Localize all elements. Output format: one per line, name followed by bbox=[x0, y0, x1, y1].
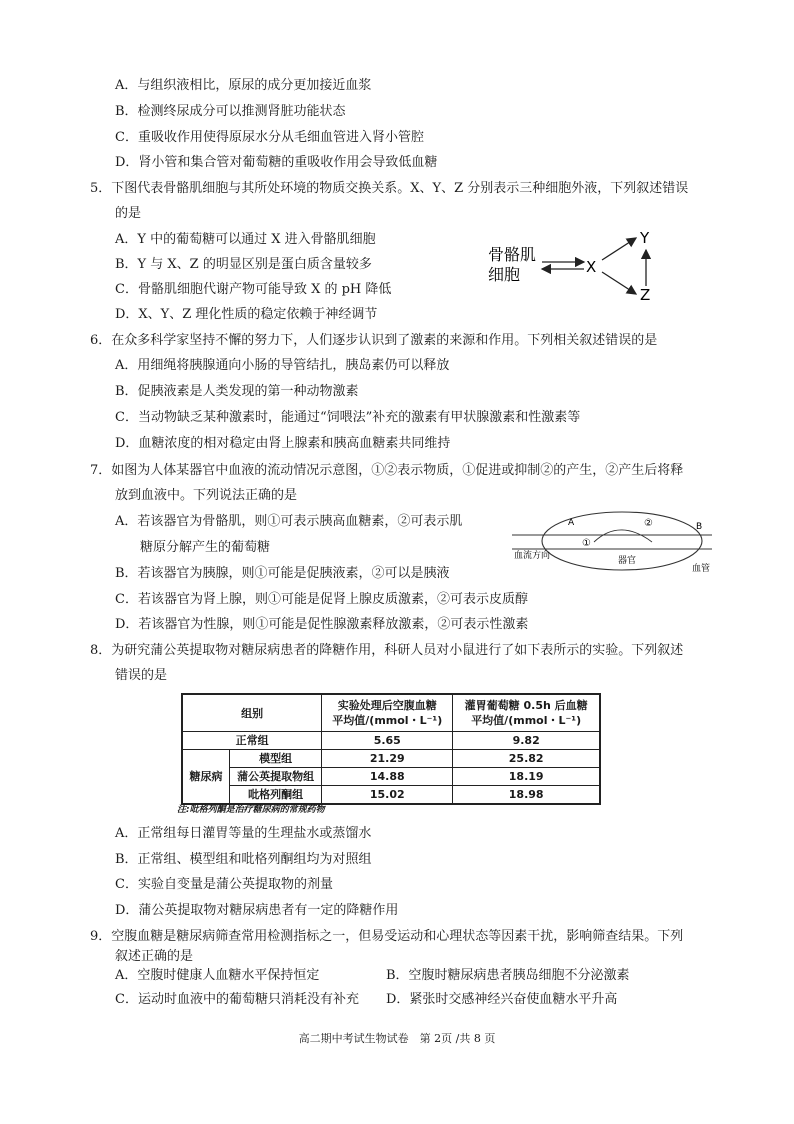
q5-exchange-diagram bbox=[480, 224, 680, 306]
table-header-col2-line1: 灌胃葡萄糖 0.5h 后血糖 bbox=[464, 699, 588, 712]
q7-label-vessel: 血管 bbox=[692, 564, 711, 574]
table-cell-value: 15.02 bbox=[322, 786, 453, 805]
q6-option-c: C．当动物缺乏某种激素时，能通过“饲喂法”补充的激素有甲状腺激素和性激素等 bbox=[115, 410, 581, 425]
table-header-col1 bbox=[322, 694, 453, 732]
q5-arrow-x-to-y bbox=[602, 238, 636, 260]
table-header-col2-line2: 平均值/(mmol・L⁻¹) bbox=[471, 714, 582, 727]
q9-option-c: C．运动时血液中的葡萄糖只消耗没有补充 bbox=[115, 992, 359, 1007]
q7-option-d: D．若该器官为性腺，则①可能是促性腺激素释放激素，②可表示性激素 bbox=[115, 617, 529, 632]
q8-option-d: D．蒲公英提取物对糖尿病患者有一定的降糖作用 bbox=[115, 903, 399, 918]
q8-option-c: C．实验自变量是蒲公英提取物的剂量 bbox=[115, 877, 333, 892]
q7-option-a-cont: 糖原分解产生的葡萄糖 bbox=[140, 540, 271, 555]
q9-option-b: B．空腹时糖尿病患者胰岛细胞不分泌激素 bbox=[386, 968, 630, 983]
table-header-group: 组别 bbox=[182, 694, 322, 732]
q5-arrow-x-to-z bbox=[602, 272, 636, 294]
q8-stem: 8．为研究蒲公英提取物对糖尿病患者的降糖作用，科研人员对小鼠进行了如下表所示的实验。下列叙述 bbox=[90, 643, 684, 658]
q5-option-a: A．Y 中的葡萄糖可以通过 X 进入骨骼肌细胞 bbox=[115, 232, 376, 247]
table-cell-group: 模型组 bbox=[230, 750, 322, 768]
q7-label-organ: 器官 bbox=[618, 556, 637, 566]
q4-option-a: A．与组织液相比，原尿的成分更加接近血浆 bbox=[115, 78, 372, 93]
q4-option-c: C．重吸收作用使得原尿水分从毛细血管进入肾小管腔 bbox=[115, 130, 424, 145]
q5-label-x: X bbox=[586, 258, 597, 276]
q4-option-d: D．肾小管和集合管对葡萄糖的重吸收作用会导致低血糖 bbox=[115, 155, 438, 170]
q7-option-a: A．若该器官为骨骼肌，则①可表示胰高血糖素，②可表示肌 bbox=[115, 514, 463, 529]
table-cell-value: 14.88 bbox=[322, 768, 453, 786]
q8-results-table bbox=[181, 693, 601, 805]
q5-cell-label-2: 细胞 bbox=[488, 265, 521, 284]
q7-stem-cont: 放到血液中。下列说法正确的是 bbox=[115, 488, 298, 503]
table-header-row bbox=[182, 694, 600, 732]
table-cell-value: 18.19 bbox=[453, 768, 600, 786]
table-cell-group: 吡格列酮组 bbox=[230, 786, 322, 805]
table-cell-diabetes: 糖尿病 bbox=[182, 750, 230, 805]
q7-inner-arrow bbox=[594, 530, 652, 542]
q7-label-two: ② bbox=[644, 518, 653, 529]
table-row bbox=[182, 768, 600, 786]
q6-stem: 6．在众多科学家坚持不懈的努力下，人们逐步认识到了激素的来源和作用。下列相关叙述错误的是 bbox=[90, 333, 658, 348]
q9-option-a: A．空腹时健康人血糖水平保持恒定 bbox=[115, 968, 320, 983]
q9-stem-cont: 叙述正确的是 bbox=[115, 949, 194, 964]
q8-table-note: 注:吡格列酮是治疗糖尿病的常规药物 bbox=[177, 805, 325, 815]
q7-label-one: ① bbox=[582, 538, 591, 549]
table-cell-value: 25.82 bbox=[453, 750, 600, 768]
table-cell-value: 5.65 bbox=[322, 732, 453, 750]
table-cell-value: 18.98 bbox=[453, 786, 600, 805]
q5-option-b: B．Y 与 X、Z 的明显区别是蛋白质含量较多 bbox=[115, 257, 372, 272]
q7-option-c: C．若该器官为肾上腺，则①可能是促肾上腺皮质激素，②可表示皮质醇 bbox=[115, 592, 528, 607]
table-header-col2 bbox=[453, 694, 600, 732]
table-row bbox=[182, 750, 600, 768]
q7-blood-flow-diagram bbox=[512, 505, 712, 575]
q6-option-b: B．促胰液素是人类发现的第一种动物激素 bbox=[115, 384, 359, 399]
q5-cell-label-1: 骨骼肌 bbox=[488, 245, 537, 264]
q7-label-b: B bbox=[696, 522, 703, 532]
table-cell-group: 蒲公英提取物组 bbox=[230, 768, 322, 786]
q5-label-y: Y bbox=[640, 229, 650, 247]
q8-stem-cont: 错误的是 bbox=[115, 668, 168, 683]
table-row bbox=[182, 732, 600, 750]
q8-option-b: B．正常组、模型组和吡格列酮组均为对照组 bbox=[115, 852, 372, 867]
q5-stem: 5．下图代表骨骼肌细胞与其所处环境的物质交换关系。X、Y、Z 分别表示三种细胞外液，下列叙述错误 bbox=[90, 181, 689, 196]
q5-option-d: D．X、Y、Z 理化性质的稳定依赖于神经调节 bbox=[115, 307, 378, 322]
page-footer: 高二期中考试生物试卷 第 2页 /共 8 页 bbox=[298, 1032, 496, 1045]
q9-option-d: D．紧张时交感神经兴奋使血糖水平升高 bbox=[386, 992, 618, 1007]
q5-label-z: Z bbox=[640, 286, 651, 304]
table-cell-value: 21.29 bbox=[322, 750, 453, 768]
q5-option-c: C．骨骼肌细胞代谢产物可能导致 X 的 pH 降低 bbox=[115, 282, 392, 297]
q7-stem: 7．如图为人体某器官中血液的流动情况示意图，①②表示物质，①促进或抑制②的产生，②产生后将释 bbox=[90, 463, 684, 478]
q9-stem: 9．空腹血糖是糖尿病筛查常用检测指标之一，但易受运动和心理状态等因素干扰，影响筛查结果。下列 bbox=[90, 929, 684, 944]
table-cell-value: 9.82 bbox=[453, 732, 600, 750]
q7-label-a: A bbox=[568, 518, 575, 528]
table-header-col1-line1: 实验处理后空腹血糖 bbox=[337, 699, 437, 712]
q5-stem-cont: 的是 bbox=[115, 206, 142, 221]
q7-option-b: B．若该器官为胰腺，则①可能是促胰液素，②可以是胰液 bbox=[115, 566, 450, 581]
q6-option-d: D．血糖浓度的相对稳定由肾上腺素和胰高血糖素共同维持 bbox=[115, 436, 451, 451]
table-header-col1-line2: 平均值/(mmol・L⁻¹) bbox=[332, 714, 443, 727]
table-cell-group: 正常组 bbox=[182, 732, 322, 750]
q4-option-b: B．检测终尿成分可以推测肾脏功能状态 bbox=[115, 104, 346, 119]
q6-option-a: A．用细绳将胰腺通向小肠的导管结扎，胰岛素仍可以释放 bbox=[115, 358, 450, 373]
q8-option-a: A．正常组每日灌胃等量的生理盐水或蒸馏水 bbox=[115, 826, 372, 841]
q7-label-flow: 血流方向 bbox=[514, 551, 551, 561]
